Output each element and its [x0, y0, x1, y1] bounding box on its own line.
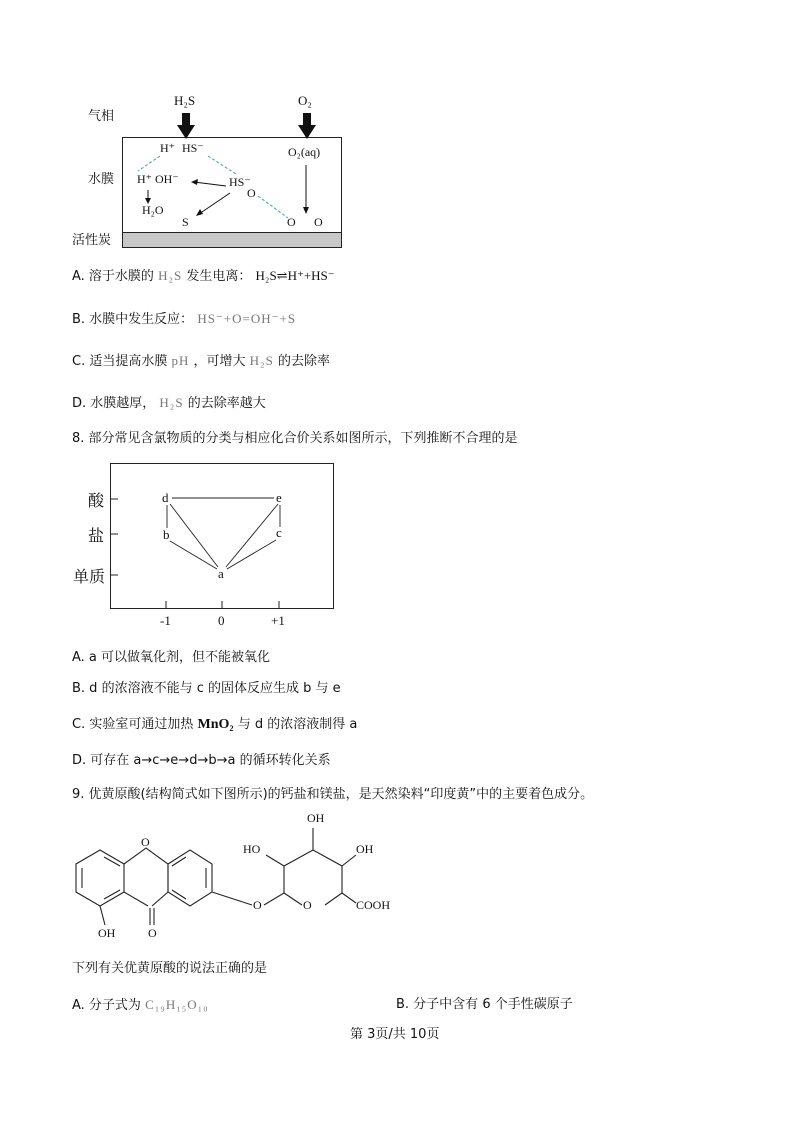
q8-option-d: D. 可存在 a→c→e→d→b→a 的循环转化关系: [72, 753, 331, 768]
point-b: b: [163, 527, 170, 542]
o-right-label: O: [314, 215, 323, 229]
o2-aq-label: O₂(aq): [288, 145, 321, 159]
h2o-label: H₂O: [142, 203, 164, 217]
q8-option-a: A. a 可以做氧化剂，但不能被氧化: [72, 650, 271, 665]
gas-phase-label: 气相: [88, 109, 115, 124]
point-e: e: [276, 490, 282, 505]
x-label-0: 0: [218, 613, 225, 628]
water-film-label: 水膜: [88, 172, 115, 187]
struct-o-sugar: O: [303, 898, 312, 912]
struct-oh-top: OH: [307, 811, 325, 825]
q7-option-d: D. 水膜越厚， H₂S 的去除率越大: [72, 395, 266, 411]
page-footer: 第 3页/共 10页: [350, 1027, 440, 1042]
struct-carbonyl-o: O: [148, 926, 157, 940]
h-plus-top: H⁺: [160, 141, 175, 155]
struct-oh-right: OH: [356, 842, 374, 856]
q7-option-b: B. 水膜中发生反应： HS⁻+O=OH⁻+S: [72, 311, 297, 327]
q9-stem: 9. 优黄原酸(结构简式如下图所示)的钙盐和镁盐，是天然染料“印度黄”中的主要着色成分。: [72, 787, 594, 802]
point-d: d: [162, 490, 169, 505]
s-label: S: [182, 215, 189, 229]
y-label-salt: 盐: [88, 528, 105, 545]
struct-oh-bottom: OH: [98, 926, 116, 940]
q8-option-b: B. d 的浓溶液不能与 c 的固体反应生成 b 与 e: [72, 681, 341, 696]
q7-option-a: A. 溶于水膜的 H₂S 发生电离： H₂S⇌H⁺+HS⁻: [72, 268, 335, 284]
o-mid-label: O: [247, 186, 256, 200]
q9-option-b: B. 分子中含有 6 个手性碳原子: [396, 997, 573, 1012]
h-oh-label: H⁺ OH⁻: [137, 172, 179, 186]
struct-cooh: COOH: [356, 898, 391, 912]
o2-gas-label: O₂: [298, 93, 312, 108]
x-label-plus1: +1: [271, 613, 285, 628]
q8-option-c: C. 实验室可通过加热 MnO₂ 与 d 的浓溶液制得 a: [72, 717, 358, 732]
y-label-acid: 酸: [88, 493, 105, 510]
o-left-label: O: [287, 215, 296, 229]
activated-carbon-label: 活性炭: [72, 233, 112, 248]
hs-minus-top: HS⁻: [182, 141, 204, 155]
struct-o-link: O: [253, 898, 262, 912]
hs-minus-mid: HS⁻: [229, 175, 251, 189]
point-a: a: [218, 566, 224, 581]
y-label-element: 单质: [73, 569, 106, 586]
structure-bonds: [0, 0, 420, 950]
q8-stem: 8. 部分常见含氯物质的分类与相应化合价关系如图所示，下列推断不合理的是: [72, 431, 518, 446]
struct-ho-left: HO: [243, 842, 261, 856]
struct-o-ring: O: [141, 835, 150, 849]
q9-option-a: A. 分子式为 C₁₉H₁₅O₁₀: [72, 997, 209, 1013]
x-label-minus1: -1: [160, 613, 171, 628]
point-c: c: [276, 525, 282, 540]
h2s-gas-label: H₂S: [174, 93, 196, 108]
q9-question: 下列有关优黄原酸的说法正确的是: [72, 961, 268, 976]
q7-option-c: C. 适当提高水膜 pH ，可增大 H₂S 的去除率: [72, 353, 330, 369]
